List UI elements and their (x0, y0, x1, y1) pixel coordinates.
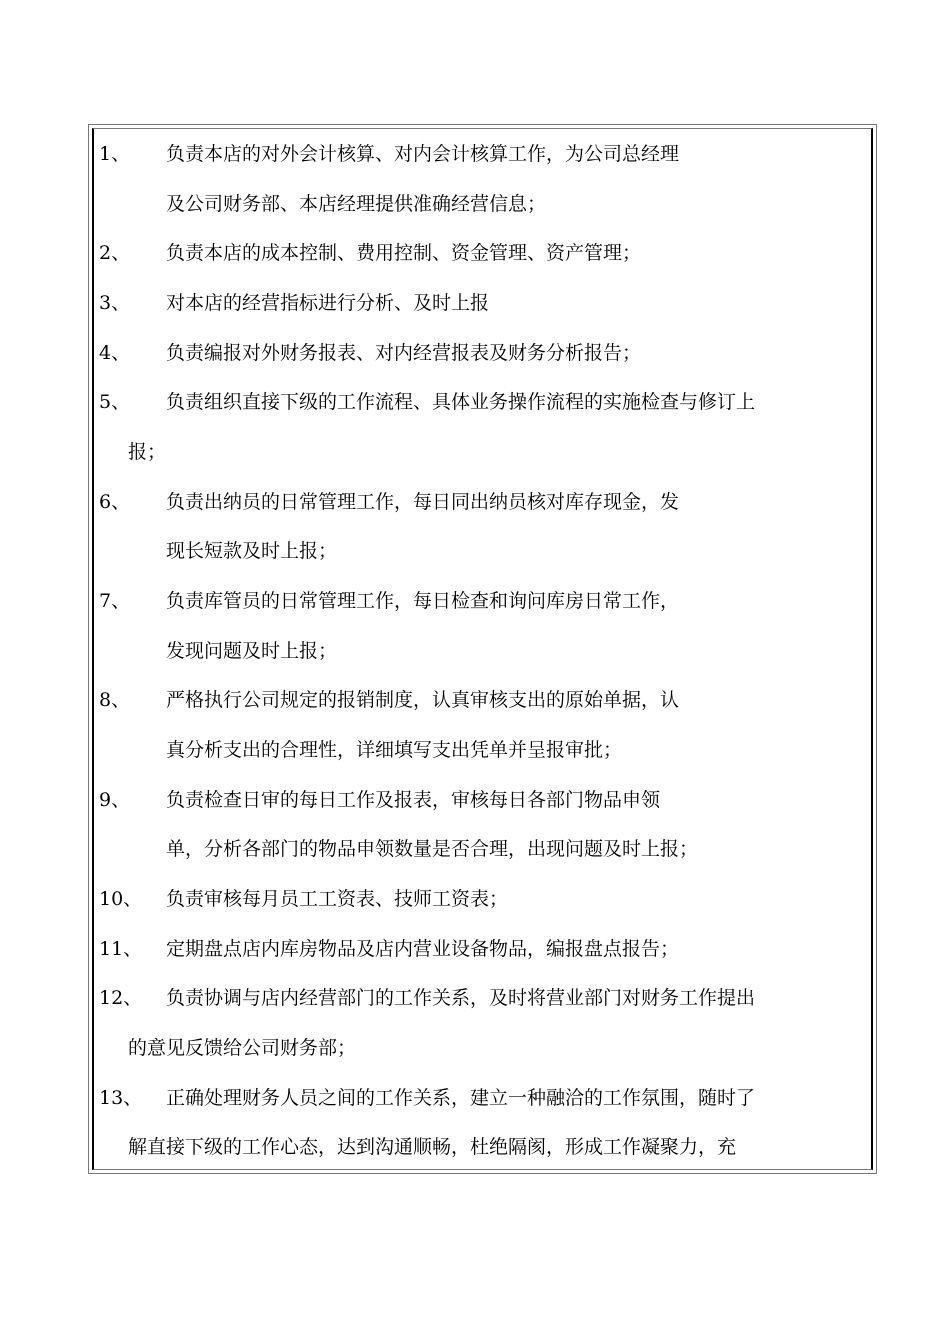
item-text: 负责本店的成本控制、费用控制、资金管理、资产管理； (166, 242, 642, 264)
item-text: 的意见反馈给公司财务部； (128, 1037, 357, 1059)
item-number: 5、 (99, 391, 131, 413)
item-text: 负责组织直接下级的工作流程、具体业务操作流程的实施检查与修订上 (166, 391, 756, 413)
item-number: 11、 (99, 938, 143, 960)
item-text: 真分析支出的合理性，详细填写支出凭单并呈报审批； (166, 739, 623, 761)
item-text: 单，分析各部门的物品申领数量是否合理，出现问题及时上报； (166, 838, 699, 860)
item-number: 13、 (99, 1087, 143, 1109)
item-number: 2、 (99, 242, 131, 264)
item-text: 负责出纳员的日常管理工作，每日同出纳员核对库存现金，发 (166, 491, 680, 513)
item-number: 9、 (99, 789, 131, 811)
item-text: 正确处理财务人员之间的工作关系，建立一种融洽的工作氛围，随时了 (166, 1087, 756, 1109)
item-text: 负责协调与店内经营部门的工作关系，及时将营业部门对财务工作提出 (166, 987, 756, 1009)
item-number: 7、 (99, 590, 131, 612)
item-text: 现长短款及时上报； (166, 540, 338, 562)
item-text: 及公司财务部、本店经理提供准确经营信息； (166, 193, 547, 215)
item-number: 12、 (99, 987, 143, 1009)
item-text: 对本店的经营指标进行分析、及时上报 (166, 292, 490, 314)
item-text: 负责检查日审的每日工作及报表，审核每日各部门物品申领 (166, 789, 661, 811)
item-text: 负责本店的对外会计核算、对内会计核算工作，为公司总经理 (166, 143, 680, 165)
item-text: 严格执行公司规定的报销制度，认真审核支出的原始单据，认 (166, 689, 680, 711)
item-number: 4、 (99, 342, 131, 364)
item-text: 负责审核每月员工工资表、技师工资表； (166, 888, 509, 910)
item-number: 1、 (99, 143, 131, 165)
item-text: 负责编报对外财务报表、对内经营报表及财务分析报告； (166, 342, 642, 364)
item-text: 负责库管员的日常管理工作，每日检查和询问库房日常工作， (166, 590, 680, 612)
item-text: 解直接下级的工作心态，达到沟通顺畅，杜绝隔阂，形成工作凝聚力，充 (128, 1136, 737, 1158)
item-number: 3、 (99, 292, 131, 314)
item-number: 8、 (99, 689, 131, 711)
item-text: 定期盘点店内库房物品及店内营业设备物品，编报盘点报告； (166, 938, 680, 960)
item-text: 报； (128, 441, 167, 463)
item-number: 10、 (99, 888, 143, 910)
item-text: 发现问题及时上报； (166, 640, 338, 662)
item-number: 6、 (99, 491, 131, 513)
